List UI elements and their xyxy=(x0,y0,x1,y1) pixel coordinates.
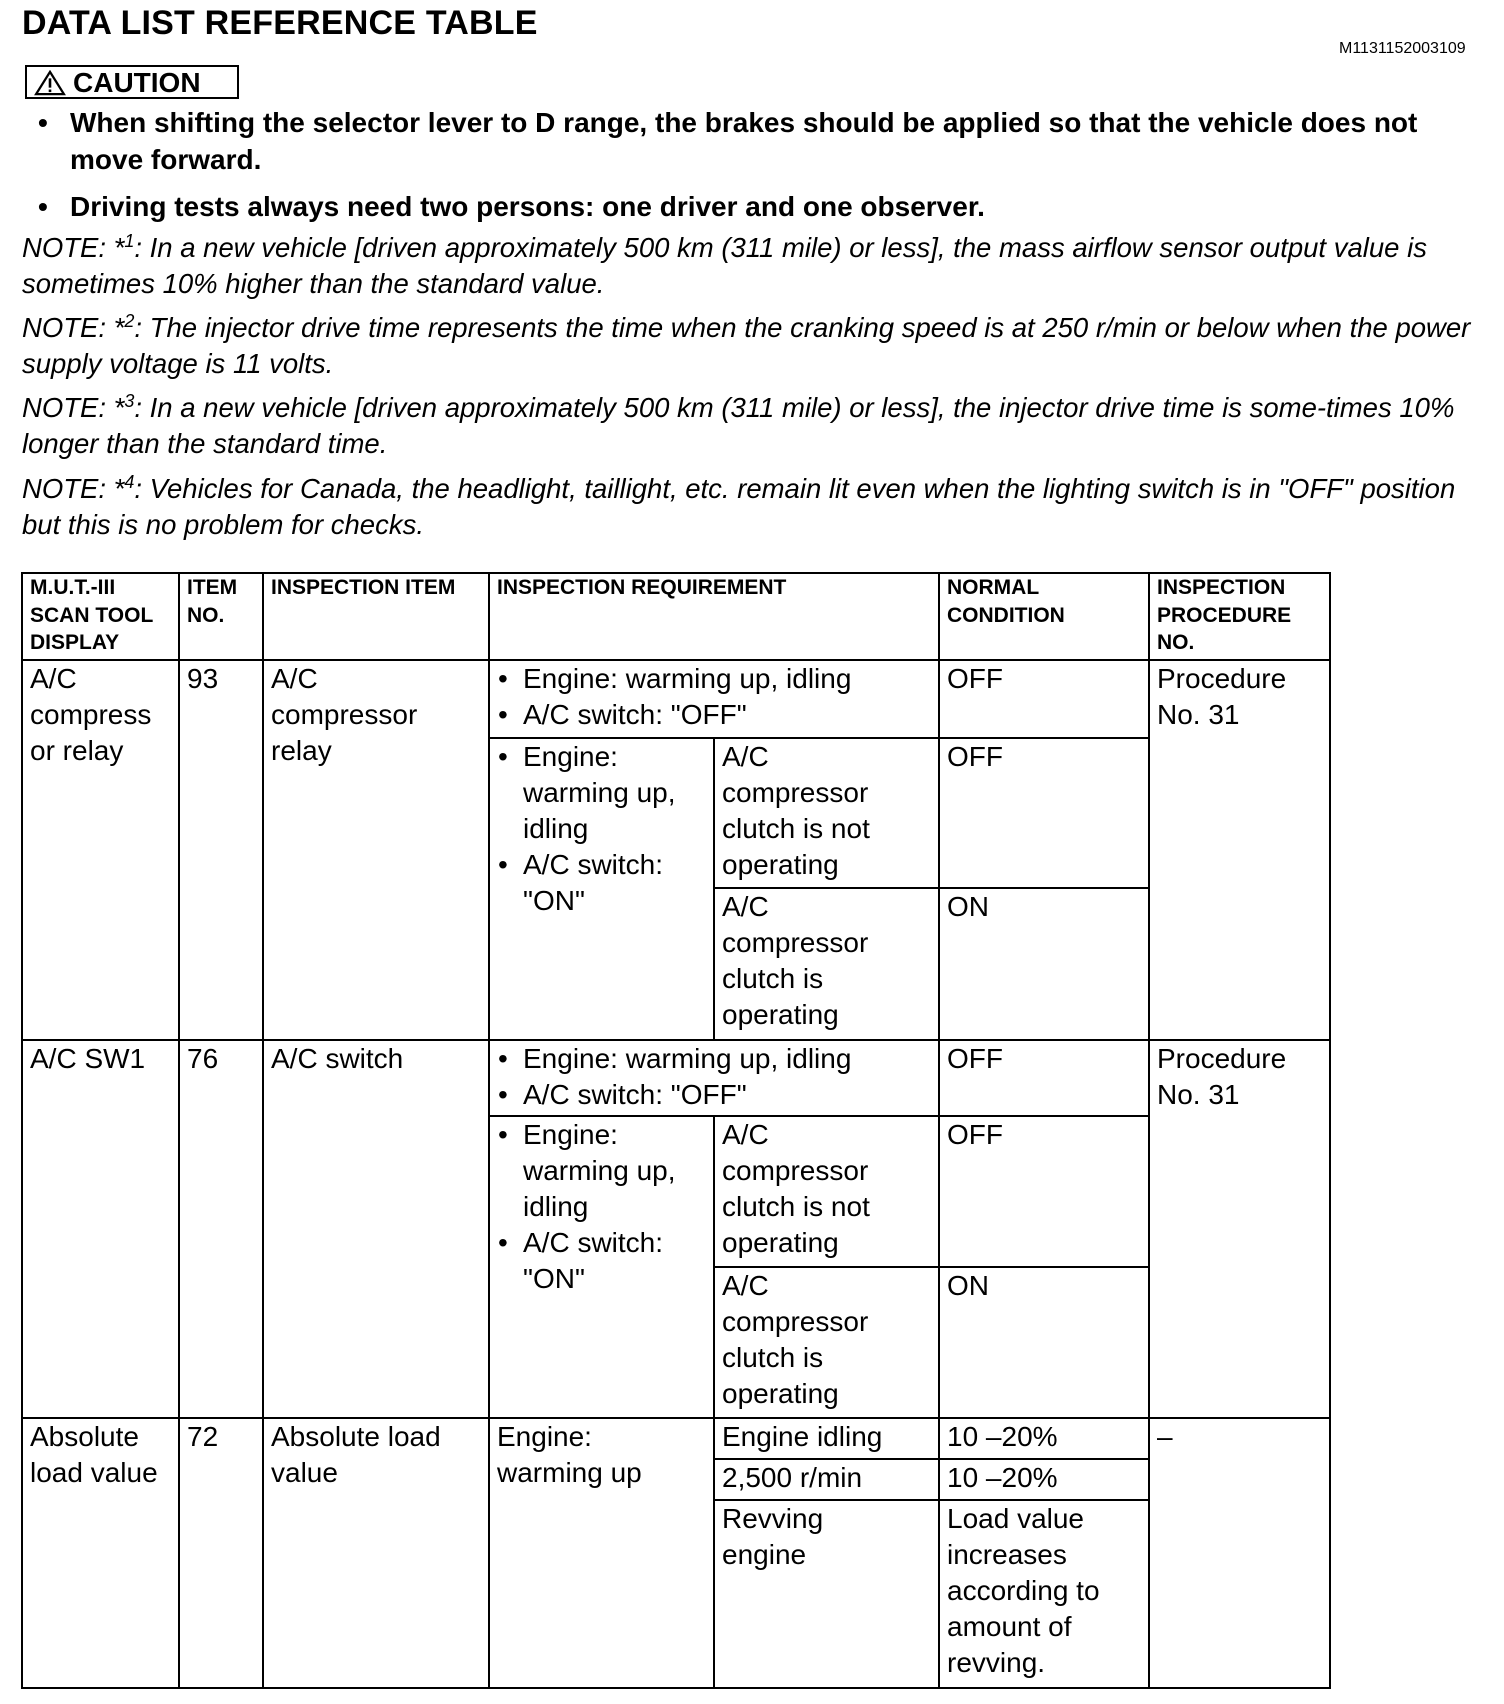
table-row-3-item-no: 72 xyxy=(187,1421,219,1452)
table-row-2-requirement-on xyxy=(490,1117,712,1297)
table-row-1-requirement-off xyxy=(490,661,935,733)
table-row-3-display: Absolute load value xyxy=(30,1421,158,1488)
table-row-1-display: A/C compress or relay xyxy=(30,663,152,766)
table-row-1-normal-not-operating: OFF xyxy=(947,741,1003,772)
document-id: M1131152003109 xyxy=(1339,40,1466,57)
table-row-3-condition-1: Engine idling xyxy=(722,1421,883,1452)
table-row-1-normal-off: OFF xyxy=(947,663,1003,694)
caution-item: • When shifting the selector lever to D range, the brakes should be applied so that the vehicle does not move forward. xyxy=(38,104,1478,178)
list-item: • A/C switch: "OFF" xyxy=(490,1077,935,1113)
table-row-2-normal-not-operating: OFF xyxy=(947,1119,1003,1150)
caution-box xyxy=(25,65,239,99)
table-row-2-clutch-not-operating: A/C compressor clutch is not operating xyxy=(722,1119,870,1258)
note-3: NOTE: *$^3$: In a new vehicle [driven approximately 500 km (311 mile) or less], the injector drive time is some-times 10% longer than the standard time. xyxy=(22,391,1455,459)
table-row-2-requirement-off xyxy=(490,1041,935,1113)
table-row-1-item: A/C compressor relay xyxy=(271,663,418,766)
header-procedure-no: INSPECTION PROCEDURE NO. xyxy=(1157,576,1292,654)
caution-label: CAUTION xyxy=(73,66,201,98)
table-row-3-procedure: – xyxy=(1157,1421,1173,1452)
list-item: • A/C switch: "ON" xyxy=(490,1225,712,1297)
caution-item: • Driving tests always need two persons: one driver and one observer. xyxy=(38,188,1478,225)
data-list-table xyxy=(21,572,1331,1689)
list-item: • A/C switch: "ON" xyxy=(490,847,712,919)
table-row-1-procedure: Procedure No. 31 xyxy=(1157,663,1287,730)
table-row-2-normal-off: OFF xyxy=(947,1043,1003,1074)
table-row-2-clutch-operating: A/C compressor clutch is operating xyxy=(722,1270,869,1409)
note-1: NOTE: *$^1$: In a new vehicle [driven approximately 500 km (311 mile) or less], the mass airflow sensor output value is sometimes 10% higher than the standard value. xyxy=(22,231,1427,299)
list-item: • A/C switch: "OFF" xyxy=(490,697,935,733)
table-row-3-normal-1: 10 –20% xyxy=(947,1421,1058,1452)
list-item: • Engine: warming up, idling xyxy=(490,1041,935,1077)
table-row-1-clutch-not-operating: A/C compressor clutch is not operating xyxy=(722,741,870,880)
table-row-2-item: A/C switch xyxy=(271,1043,404,1074)
table-row-3-condition-2: 2,500 r/min xyxy=(722,1462,863,1493)
table-row-1-item-no: 93 xyxy=(187,663,219,694)
table-row-2-item-no: 76 xyxy=(187,1043,219,1074)
header-display: M.U.T.-III SCAN TOOL DISPLAY xyxy=(30,576,154,654)
table-row-3-normal-2: 10 –20% xyxy=(947,1462,1058,1493)
header-normal-condition: NORMAL CONDITION xyxy=(947,576,1065,627)
table-row-2-display: A/C SW1 xyxy=(30,1043,146,1074)
header-inspection-item: INSPECTION ITEM xyxy=(271,576,456,599)
table-row-3-normal-3: Load value increases according to amount of revving. xyxy=(947,1503,1100,1678)
table-row-3-item: Absolute load value xyxy=(271,1421,441,1488)
header-item-no: ITEM NO. xyxy=(187,576,238,627)
list-item: • Engine: warming up, idling xyxy=(490,1117,712,1225)
caution-list xyxy=(38,104,1478,225)
note-2: NOTE: *$^2$: The injector drive time represents the time when the cranking speed is at 250 r/min or below when the power supply voltage is 11 volts. xyxy=(22,311,1471,379)
list-item: • Engine: warming up, idling xyxy=(490,661,935,697)
page-title: DATA LIST REFERENCE TABLE xyxy=(22,4,538,42)
table-row-1-normal-operating: ON xyxy=(947,891,989,922)
table-row-2-normal-operating: ON xyxy=(947,1270,989,1301)
list-item: • Engine: warming up, idling xyxy=(490,739,712,847)
table-row-1-requirement-on xyxy=(490,739,712,919)
warning-triangle-icon xyxy=(33,70,67,96)
header-inspection-requirement: INSPECTION REQUIREMENT xyxy=(497,576,787,599)
note-4: NOTE: *$^4$: Vehicles for Canada, the headlight, taillight, etc. remain lit even when the lighting switch is in "OFF" position but this is no problem for checks. xyxy=(22,472,1456,540)
table-row-2-procedure: Procedure No. 31 xyxy=(1157,1043,1287,1110)
table-row-1-clutch-operating: A/C compressor clutch is operating xyxy=(722,891,869,1030)
table-row-3-requirement: Engine: warming up xyxy=(497,1421,642,1488)
table-row-3-condition-3: Revving engine xyxy=(722,1503,824,1570)
